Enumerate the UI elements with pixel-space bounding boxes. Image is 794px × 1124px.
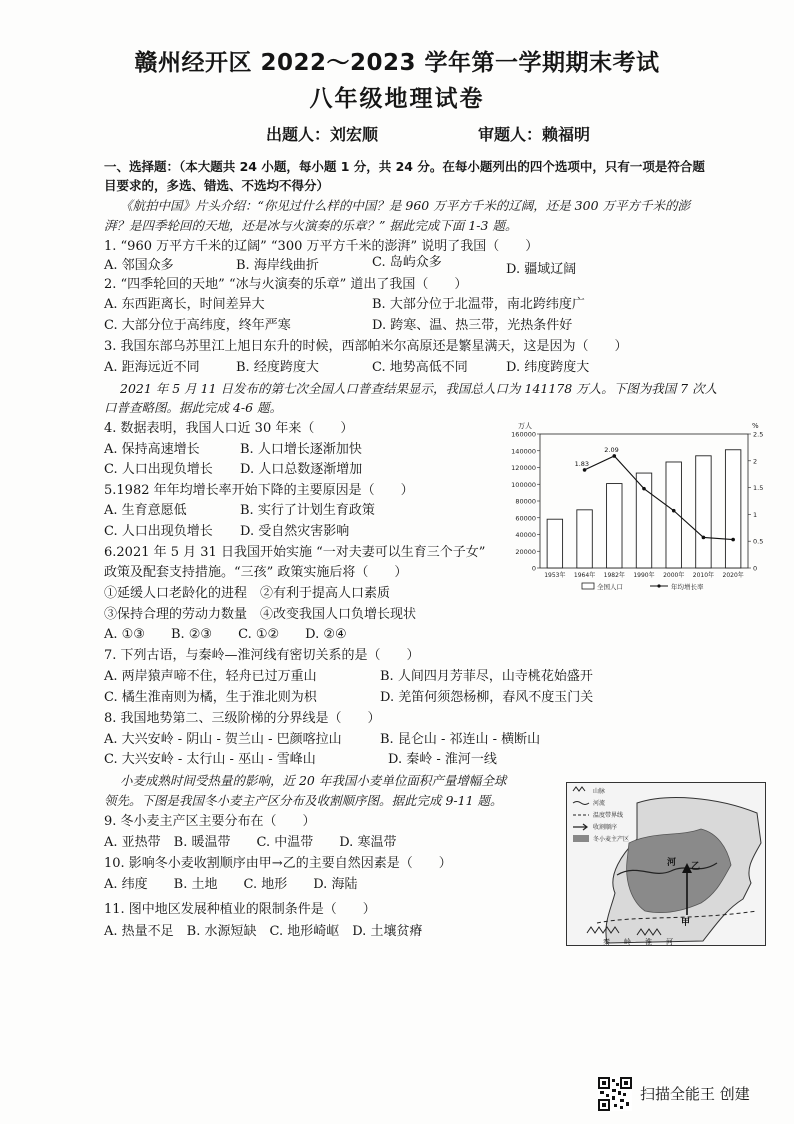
question-6-cont: 政策及配套支持措施。“三孩” 政策实施后将（ ） [104, 565, 408, 580]
legend-label: 收割顺序 [593, 824, 618, 831]
growth-rate-point [583, 468, 587, 472]
question-1: 1. “960 万平方千米的辽阔” “300 万平方千米的澎湃” 说明了我国（ ） [104, 239, 539, 254]
y-left-tick-label: 40000 [515, 531, 536, 539]
legend-area-icon [573, 835, 589, 842]
legend-mountain-icon [573, 787, 585, 791]
population-bar [696, 456, 711, 568]
map-legend [573, 787, 629, 843]
q2-option-d: D. 跨寒、温、热三带，光热条件好 [372, 318, 573, 333]
y-right-tick-label: 0.5 [753, 537, 764, 546]
map-label-qinling-huaihe: 秦 岭 淮 河 [603, 938, 673, 946]
q5-option-d: D. 受自然灾害影响 [240, 524, 350, 539]
q5-option-c: C. 人口出现负增长 [104, 524, 213, 539]
growth-rate-data-label: 1.83 [574, 459, 590, 468]
legend-label: 河流 [593, 800, 606, 807]
map-label-jia: 甲 [681, 918, 691, 928]
q8-option-b: B. 昆仑山 - 祁连山 - 横断山 [380, 732, 541, 747]
q4-option-b: B. 人口增长逐渐加快 [240, 442, 362, 457]
q1-option-c: C. 岛屿众多 [372, 255, 442, 270]
q9-options: A. 亚热带 B. 暖温带 C. 中温带 D. 寒温带 [104, 835, 397, 850]
q11-options: A. 热量不足 B. 水源短缺 C. 地形崎岖 D. 土壤贫瘠 [104, 924, 423, 939]
reviewer-name: 审题人：赖福明 [478, 125, 591, 144]
y-left-tick-label: 160000 [511, 430, 536, 439]
x-category-label: 1982年 [603, 572, 625, 579]
section-heading-cont: 目要求的，多选、错选、不选均不得分） [104, 178, 330, 193]
question-2: 2. “四季轮回的天地” “冰与火演奏的乐章” 道出了我国（ ） [104, 277, 468, 292]
setter-name: 出题人：刘宏顺 [266, 125, 379, 144]
population-bar [607, 484, 622, 568]
legend-rate-label: 年均增长率 [671, 583, 704, 591]
y-right-tick-label: 1 [753, 510, 758, 519]
intro-line-2: 湃？是四季轮回的天地，还是冰与火演奏的乐章？” 据此完成下面 1-3 题。 [104, 218, 518, 233]
q8-option-c: C. 大兴安岭 - 太行山 - 巫山 - 雪峰山 [104, 752, 316, 767]
y-left-unit-label: 万人 [518, 422, 532, 430]
y-left-tick-label: 140000 [511, 447, 536, 456]
question-10: 10. 影响冬小麦收割顺序由甲→乙的主要自然因素是（ ） [104, 856, 452, 871]
y-right-tick-label: 2.5 [753, 430, 764, 439]
x-category-label: 2010年 [692, 572, 715, 579]
growth-rate-point [672, 509, 676, 513]
q4-option-d: D. 人口总数逐渐增加 [240, 462, 363, 477]
x-category-label: 1990年 [633, 572, 655, 579]
wheat-intro-1: 小麦成熟时间受热量的影响，近 20 年我国小麦单位面积产量增幅全球 [120, 773, 507, 788]
exam-subtitle: 八年级地理试卷 [309, 86, 485, 112]
question-5: 5.1982 年年均增长率开始下降的主要原因是（ ） [104, 483, 414, 498]
q5-option-b: B. 实行了计划生育政策 [240, 503, 375, 518]
legend-population-label: 全国人口 [597, 583, 623, 591]
wheat-map-svg [567, 783, 766, 946]
wheat-map [566, 782, 766, 946]
q4-option-a: A. 保持高速增长 [104, 442, 200, 457]
y-right-tick-label: 0 [753, 564, 758, 573]
growth-rate-point [612, 454, 616, 458]
y-right-tick-label: 1.5 [753, 484, 764, 493]
q3-option-a: A. 距海远近不同 [104, 360, 200, 375]
q7-option-b: B. 人间四月芳菲尽，山寺桃花始盛开 [380, 669, 593, 684]
x-category-label: 1953年 [544, 572, 566, 579]
question-6: 6.2021 年 5 月 31 日我国开始实施 “一对夫妻可以生育三个子女” [104, 545, 486, 560]
qr-code-icon [598, 1077, 632, 1111]
population-bar [725, 450, 740, 568]
legend-arrow-icon [573, 824, 587, 830]
q2-option-b: B. 大部分位于北温带，南北跨纬度广 [372, 297, 585, 312]
question-4: 4. 数据表明，我国人口近 30 年来（ ） [104, 421, 354, 436]
q6-options: A. ①③ B. ②③ C. ①② D. ②④ [104, 627, 347, 642]
exam-title: 赣州经开区 2022～2023 学年第一学期期末考试 [134, 50, 660, 76]
y-right-unit-label: % [752, 422, 759, 430]
legend-line-marker [657, 584, 660, 587]
q8-option-d: D. 秦岭 - 淮河一线 [388, 752, 497, 767]
q5-option-a: A. 生育意愿低 [104, 503, 187, 518]
legend-label: 山脉 [593, 788, 606, 795]
x-category-label: 2020年 [722, 572, 744, 579]
q3-option-d: D. 纬度跨度大 [506, 360, 590, 375]
growth-rate-point [731, 538, 735, 542]
question-7: 7. 下列古语，与秦岭—淮河线有密切关系的是（ ） [104, 648, 420, 663]
x-category-label: 1964年 [573, 572, 596, 579]
growth-rate-data-label: 2.09 [604, 445, 619, 454]
q2-option-a: A. 东西距离长，时间差异大 [104, 297, 265, 312]
x-category-label: 2000年 [663, 572, 685, 579]
q7-option-a: A. 两岸猿声啼不住，轻舟已过万重山 [104, 669, 317, 684]
q4-option-c: C. 人口出现负增长 [104, 462, 213, 477]
q10-options: A. 纬度 B. 土地 C. 地形 D. 海陆 [104, 877, 358, 892]
q7-option-d: D. 羌笛何须怨杨柳，春风不度玉门关 [380, 690, 594, 705]
map-label-yi: 乙 [691, 862, 701, 872]
population-bar [547, 519, 562, 568]
q3-option-c: C. 地势高低不同 [372, 360, 468, 375]
growth-rate-point [702, 536, 706, 540]
y-left-tick-label: 0 [531, 564, 536, 573]
scanner-brand-text: 扫描全能王 创建 [640, 1085, 750, 1103]
census-intro-2: 口普查略图。据此完成 4-6 题。 [104, 400, 283, 415]
q1-option-a: A. 邻国众多 [104, 258, 174, 273]
y-left-tick-label: 120000 [511, 464, 536, 472]
y-left-tick-label: 100000 [511, 480, 536, 489]
q1-option-b: B. 海岸线曲折 [236, 258, 319, 273]
question-8: 8. 我国地势第二、三级阶梯的分界线是（ ） [104, 711, 381, 726]
census-intro-1: 2021 年 5 月 11 日发布的第七次全国人口普查结果显示，我国总人口为 141178 万人。下图为我国 7 次人 [120, 381, 718, 396]
census-chart [500, 418, 776, 600]
intro-line-1: 《航拍中国》片头介绍：“你见过什么样的中国？是 960 万平方千米的辽阔，还是 300 万平方千米的澎 [120, 198, 691, 213]
q6-statements-1: ①延缓人口老龄化的进程 ②有利于提高人口素质 [104, 586, 391, 601]
map-label-he: 河 [667, 858, 677, 868]
growth-rate-point [642, 487, 646, 491]
q8-option-a: A. 大兴安岭 - 阴山 - 贺兰山 - 巴颜喀拉山 [104, 732, 342, 747]
census-chart-svg [500, 418, 776, 600]
legend-river-icon [573, 802, 589, 805]
y-left-tick-label: 60000 [515, 514, 536, 523]
question-9: 9. 冬小麦主产区主要分布在（ ） [104, 814, 316, 829]
section-heading: 一、选择题：（本大题共 24 小题，每小题 1 分，共 24 分。在每小题列出的四个选项中，只有一项是符合题 [104, 159, 705, 174]
population-bar [577, 510, 592, 568]
legend-label: 冬小麦主产区 [593, 836, 630, 843]
legend-bar-swatch [582, 583, 594, 589]
q6-statements-2: ③保持合理的劳动力数量 ④改变我国人口负增长现状 [104, 607, 417, 622]
q7-option-c: C. 橘生淮南则为橘，生于淮北则为枳 [104, 690, 317, 705]
question-3: 3. 我国东部乌苏里江上旭日东升的时候，西部帕米尔高原还是繁星满天，这是因为（ ） [104, 339, 628, 354]
y-right-tick-label: 2 [753, 457, 758, 466]
wheat-intro-2: 领先。下图是我国冬小麦主产区分布及收割顺序图。据此完成 9-11 题。 [104, 793, 503, 808]
q3-option-b: B. 经度跨度大 [236, 360, 319, 375]
q1-option-d: D. 疆域辽阔 [506, 262, 577, 277]
q2-option-c: C. 大部分位于高纬度，终年严寒 [104, 318, 291, 333]
question-11: 11. 图中地区发展种植业的限制条件是（ ） [104, 902, 376, 917]
legend-label: 温度带界线 [593, 812, 624, 819]
y-left-tick-label: 80000 [515, 497, 536, 506]
y-left-tick-label: 20000 [515, 547, 536, 556]
